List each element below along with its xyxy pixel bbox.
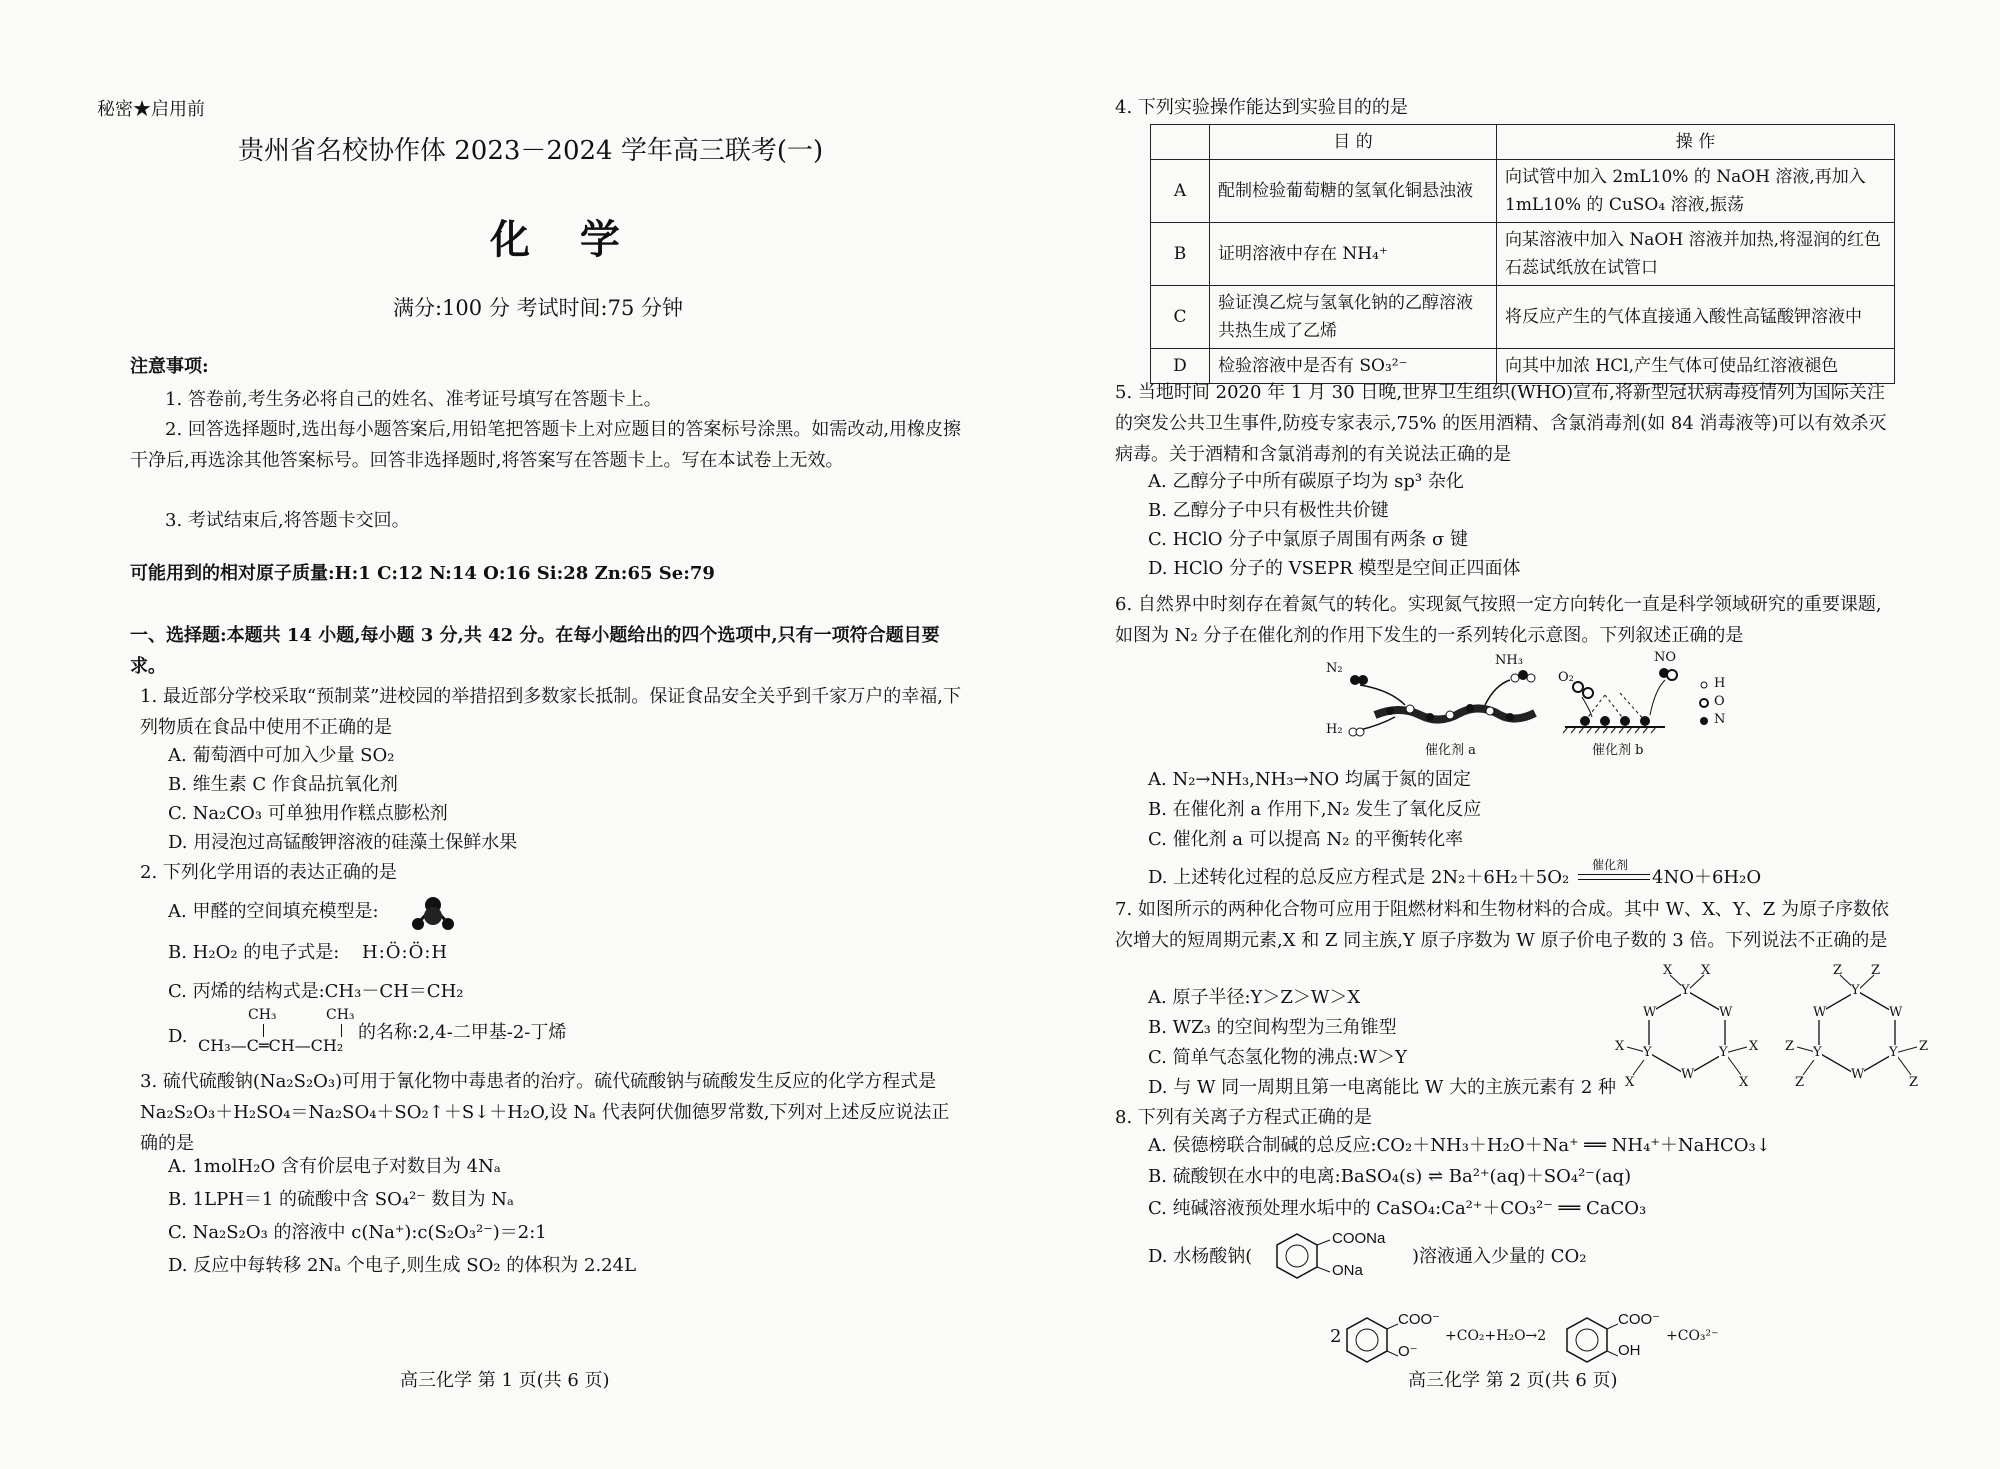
ring-atom: Z	[1909, 1075, 1919, 1090]
ring-atom: X	[1739, 1075, 1749, 1090]
ring-atom: W	[1813, 1005, 1827, 1020]
table-header-row	[1151, 125, 1895, 160]
subject-title: 化 学	[490, 216, 638, 263]
q1-option-c: C. Na₂CO₃ 可单独用作糕点膨松剂	[168, 803, 448, 824]
secret-label: 秘密★启用前	[97, 99, 205, 120]
q5-option-b: B. 乙醇分子中只有极性共价键	[1148, 500, 1389, 521]
q2-d-methyl-1: CH₃	[248, 1007, 277, 1023]
row-purpose: 配制检验葡萄糖的氢氧化铜悬浊液	[1210, 160, 1497, 223]
q1-option-a: A. 葡萄酒中可加入少量 SO₂	[168, 745, 395, 766]
q4-stem: 4. 下列实验操作能达到实验目的的是	[1115, 97, 1408, 118]
fig-catalyst-b: 催化剂 b	[1592, 743, 1644, 758]
ring-atom: X	[1701, 963, 1711, 978]
formaldehyde-model-icon	[410, 893, 456, 931]
coona-label: COONa	[1332, 1230, 1386, 1247]
page-2-footer: 高三化学 第 2 页(共 6 页)	[1408, 1370, 1618, 1391]
col-operation: 操 作	[1497, 125, 1895, 160]
q8-option-a: A. 侯德榜联合制碱的总反应:CO₂＋NH₃＋H₂O＋Na⁺ ══ NH₄⁺＋NaHCO₃↓	[1148, 1135, 1771, 1156]
ring-atom: W	[1851, 1067, 1865, 1082]
ring-atom: W	[1889, 1005, 1903, 1020]
ring-atom: Y	[1719, 1045, 1728, 1060]
eq-o-minus: O⁻	[1398, 1343, 1418, 1360]
q2-d-name: 的名称:2,4-二甲基-2-丁烯	[358, 1022, 567, 1043]
eq-coeff-1: 2	[1330, 1326, 1342, 1347]
note-2: 2. 回答选择题时,选出每小题答案后,用铅笔把答题卡上对应题目的答案标号涂黑。如需改动,用橡皮擦干净后,再选涂其他答案标号。回答非选择题时,将答案写在答题卡上。写在本试卷上无效。	[130, 419, 962, 471]
q5-option-a: A. 乙醇分子中所有碳原子均为 sp³ 杂化	[1148, 471, 1464, 492]
q6-stem: 6. 自然界中时刻存在着氮气的转化。实现氮气按照一定方向转化一直是科学领域研究的重要课题,如图为 N₂ 分子在催化剂的作用下发生的一系列转化示意图。下列叙述正确的是	[1115, 594, 1882, 646]
q3-option-c: C. Na₂S₂O₃ 的溶液中 c(Na⁺):c(S₂O₃²⁻)＝2:1	[168, 1222, 547, 1243]
q6-d-condition: 催化剂	[1592, 858, 1629, 872]
ona-label: ONa	[1332, 1262, 1363, 1279]
eq-oh: OH	[1618, 1342, 1641, 1359]
row-label: C	[1151, 286, 1210, 349]
ring-atom: Z	[1833, 963, 1843, 978]
sodium-salicylate	[1272, 1228, 1422, 1284]
q8-option-c: C. 纯碱溶液预处理水垢中的 CaSO₄:Ca²⁺＋CO₃²⁻ ══ CaCO₃	[1148, 1198, 1647, 1219]
row-label: D	[1151, 349, 1210, 384]
q7-stem: 7. 如图所示的两种化合物可应用于阻燃材料和生物材料的合成。其中 W、X、Y、Z 为原子序数依次增大的短周期元素,X 和 Z 同主族,Y 原子序数为 W 原子价电子数的 3 倍。下列说法不正确的是	[1115, 899, 1890, 951]
q2-option-a: A. 甲醛的空间填充模型是:	[168, 901, 379, 922]
q3-option-a: A. 1molH₂O 含有价层电子对数目为 4Nₐ	[168, 1156, 501, 1177]
ring-atom: Z	[1871, 963, 1881, 978]
eq-coo-1: COO⁻	[1398, 1311, 1441, 1328]
row-label: B	[1151, 223, 1210, 286]
note-3: 3. 考试结束后,将答题卡交回。	[165, 510, 410, 531]
q2-stem: 2. 下列化学用语的表达正确的是	[140, 862, 397, 883]
catalyst-diagram	[1320, 645, 1760, 760]
ring-atom: Z	[1785, 1039, 1795, 1054]
row-purpose: 验证溴乙烷与氢氧化钠的乙醇溶液共热生成了乙烯	[1210, 286, 1497, 349]
q8-stem: 8. 下列有关离子方程式正确的是	[1115, 1107, 1372, 1128]
eq-coo-2: COO⁻	[1618, 1311, 1661, 1328]
ring-atom: W	[1681, 1067, 1695, 1082]
row-label: A	[1151, 160, 1210, 223]
page-2	[1000, 0, 2000, 1469]
q7-option-d: D. 与 W 同一周期且第一电离能比 W 大的主族元素有 2 种	[1148, 1077, 1617, 1098]
h2o2-electron-formula: H:Ö:Ö:H	[362, 942, 449, 963]
note-1: 1. 答卷前,考生务必将自己的姓名、准考证号填写在答题卡上。	[165, 389, 662, 410]
ring-atom: Z	[1795, 1075, 1805, 1090]
row-purpose: 证明溶液中存在 NH₄⁺	[1210, 223, 1497, 286]
q6-d-products: 4NO＋6H₂O	[1652, 867, 1762, 888]
legend-o: O	[1714, 694, 1725, 709]
fig-nh3-label: NH₃	[1495, 653, 1523, 668]
q6-option-d: D. 上述转化过程的总反应方程式是 2N₂＋6H₂＋5O₂	[1148, 867, 1570, 888]
q5-option-c: C. HClO 分子中氯原子周围有两条 σ 键	[1148, 529, 1469, 550]
q2-option-d-label: D.	[168, 1026, 188, 1047]
q8-option-d-post: )溶液通入少量的 CO₂	[1412, 1246, 1587, 1267]
q2-option-c: C. 丙烯的结构式是:CH₃－CH＝CH₂	[168, 981, 464, 1002]
score-time: 满分:100 分 考试时间:75 分钟	[393, 296, 683, 320]
q7-option-c: C. 简单气态氢化物的沸点:W＞Y	[1148, 1047, 1408, 1068]
legend-h: H	[1714, 676, 1726, 691]
ring-atom: X	[1749, 1039, 1759, 1054]
ring-atom: W	[1719, 1005, 1733, 1020]
section-heading: 一、选择题:本题共 14 小题,每小题 3 分,共 42 分。在每小题给出的四个选项中,只有一项符合题目要求。	[130, 625, 940, 677]
q2-d-chain: CH₃—C═CH—CH₂	[198, 1036, 344, 1055]
page-1-footer: 高三化学 第 1 页(共 6 页)	[400, 1370, 610, 1391]
fig-catalyst-a: 催化剂 a	[1425, 743, 1476, 758]
q8-d-equation	[1330, 1310, 1750, 1370]
table-row	[1151, 286, 1895, 349]
q8-option-d-pre: D. 水杨酸钠(	[1148, 1246, 1253, 1267]
q6-option-a: A. N₂→NH₃,NH₃→NO 均属于氮的固定	[1148, 769, 1471, 790]
row-operation: 将反应产生的气体直接通入酸性高锰酸钾溶液中	[1497, 286, 1895, 349]
exam-title: 贵州省名校协作体 2023－2024 学年高三联考(一)	[238, 136, 824, 166]
table-row	[1151, 160, 1895, 223]
q2-d-methyl-2: CH₃	[326, 1007, 355, 1023]
benzene-ring-2	[1342, 1312, 1398, 1368]
q6-d-equals	[1578, 874, 1650, 880]
q2-option-b: B. H₂O₂ 的电子式是:	[168, 942, 340, 963]
row-operation: 向其中加浓 HCl,产生气体可使品红溶液褪色	[1497, 349, 1895, 384]
row-purpose: 检验溶液中是否有 SO₃²⁻	[1210, 349, 1497, 384]
ring-atom: Y	[1851, 983, 1860, 998]
notes-heading: 注意事项:	[130, 356, 209, 377]
row-operation: 向试管中加入 2mL10% 的 NaOH 溶液,再加入 1mL10% 的 CuSO₄ 溶液,振荡	[1497, 160, 1895, 223]
ring-atom: Z	[1919, 1039, 1929, 1054]
q1-option-b: B. 维生素 C 作食品抗氧化剂	[168, 774, 398, 795]
q3-stem: 3. 硫代硫酸钠(Na₂S₂O₃)可用于氰化物中毒患者的治疗。硫代硫酸钠与硫酸发生反应的化学方程式是 Na₂S₂O₃＋H₂SO₄＝Na₂SO₄＋SO₂↑＋S↓＋H₂O,设 Nₐ 代表阿伏伽德罗常数,下列对上述反应说法正确的是	[140, 1071, 950, 1154]
fig-h2-label: H₂	[1326, 722, 1343, 737]
eq-tail: +CO₃²⁻	[1666, 1328, 1719, 1344]
q7-option-b: B. WZ₃ 的空间构型为三角锥型	[1148, 1017, 1397, 1038]
ring-atom: Y	[1889, 1045, 1898, 1060]
col-purpose: 目 的	[1210, 125, 1497, 160]
q5-stem: 5. 当地时间 2020 年 1 月 30 日晚,世界卫生组织(WHO)宣布,将新型冠状病毒疫情列为国际关注的突发公共卫生事件,防疫专家表示,75% 的医用酒精、含氯消毒剂(如 84 消毒液等)可以有效杀灭病毒。关于酒精和含氯消毒剂的有关说法正确的是	[1115, 382, 1887, 465]
ring-atom: X	[1663, 963, 1673, 978]
fig-o2-label: O₂	[1558, 670, 1574, 685]
q8-option-b: B. 硫酸钡在水中的电离:BaSO₄(s) ⇌ Ba²⁺(aq)＋SO₄²⁻(aq)	[1148, 1166, 1632, 1187]
fig-n2-label: N₂	[1326, 661, 1343, 676]
ring-atom: Y	[1681, 983, 1690, 998]
ring-atom: X	[1615, 1039, 1625, 1054]
benzene-ring-3	[1562, 1312, 1618, 1368]
q3-option-b: B. 1LPH＝1 的硫酸中含 SO₄²⁻ 数目为 Nₐ	[168, 1189, 514, 1210]
atomic-masses: 可能用到的相对原子质量:H:1 C:12 N:14 O:16 Si:28 Zn:65 Se:79	[130, 563, 715, 584]
ring-atom: Y	[1813, 1045, 1822, 1060]
q7-option-a: A. 原子半径:Y＞Z＞W＞X	[1148, 987, 1361, 1008]
legend-n: N	[1714, 712, 1726, 727]
ring-atom: Y	[1643, 1045, 1652, 1060]
q6-figure	[1320, 645, 1760, 760]
q6-option-b: B. 在催化剂 a 作用下,N₂ 发生了氧化反应	[1148, 799, 1482, 820]
q6-option-c: C. 催化剂 a 可以提高 N₂ 的平衡转化率	[1148, 829, 1464, 850]
ring-atom: X	[1625, 1075, 1635, 1090]
q1-stem: 1. 最近部分学校采取“预制菜”进校园的举措招到多数家长抵制。保证食品安全关乎到千家万户的幸福,下列物质在食品中使用不正确的是	[140, 686, 962, 738]
ring-atom: W	[1643, 1005, 1657, 1020]
q5-option-d: D. HClO 分子的 VSEPR 模型是空间正四面体	[1148, 558, 1521, 579]
q4-table	[1150, 124, 1895, 384]
fig-no-label: NO	[1654, 650, 1677, 665]
eq-middle: +CO₂+H₂O→2	[1445, 1328, 1547, 1344]
table-row	[1151, 223, 1895, 286]
ring-compound-2	[1785, 963, 1930, 1095]
ring-compound-1	[1615, 963, 1760, 1095]
row-operation: 向某溶液中加入 NaOH 溶液并加热,将湿润的红色石蕊试纸放在试管口	[1497, 223, 1895, 286]
q3-option-d: D. 反应中每转移 2Nₐ 个电子,则生成 SO₂ 的体积为 2.24L	[168, 1255, 637, 1276]
q1-option-d: D. 用浸泡过高锰酸钾溶液的硅藻土保鲜水果	[168, 832, 518, 853]
